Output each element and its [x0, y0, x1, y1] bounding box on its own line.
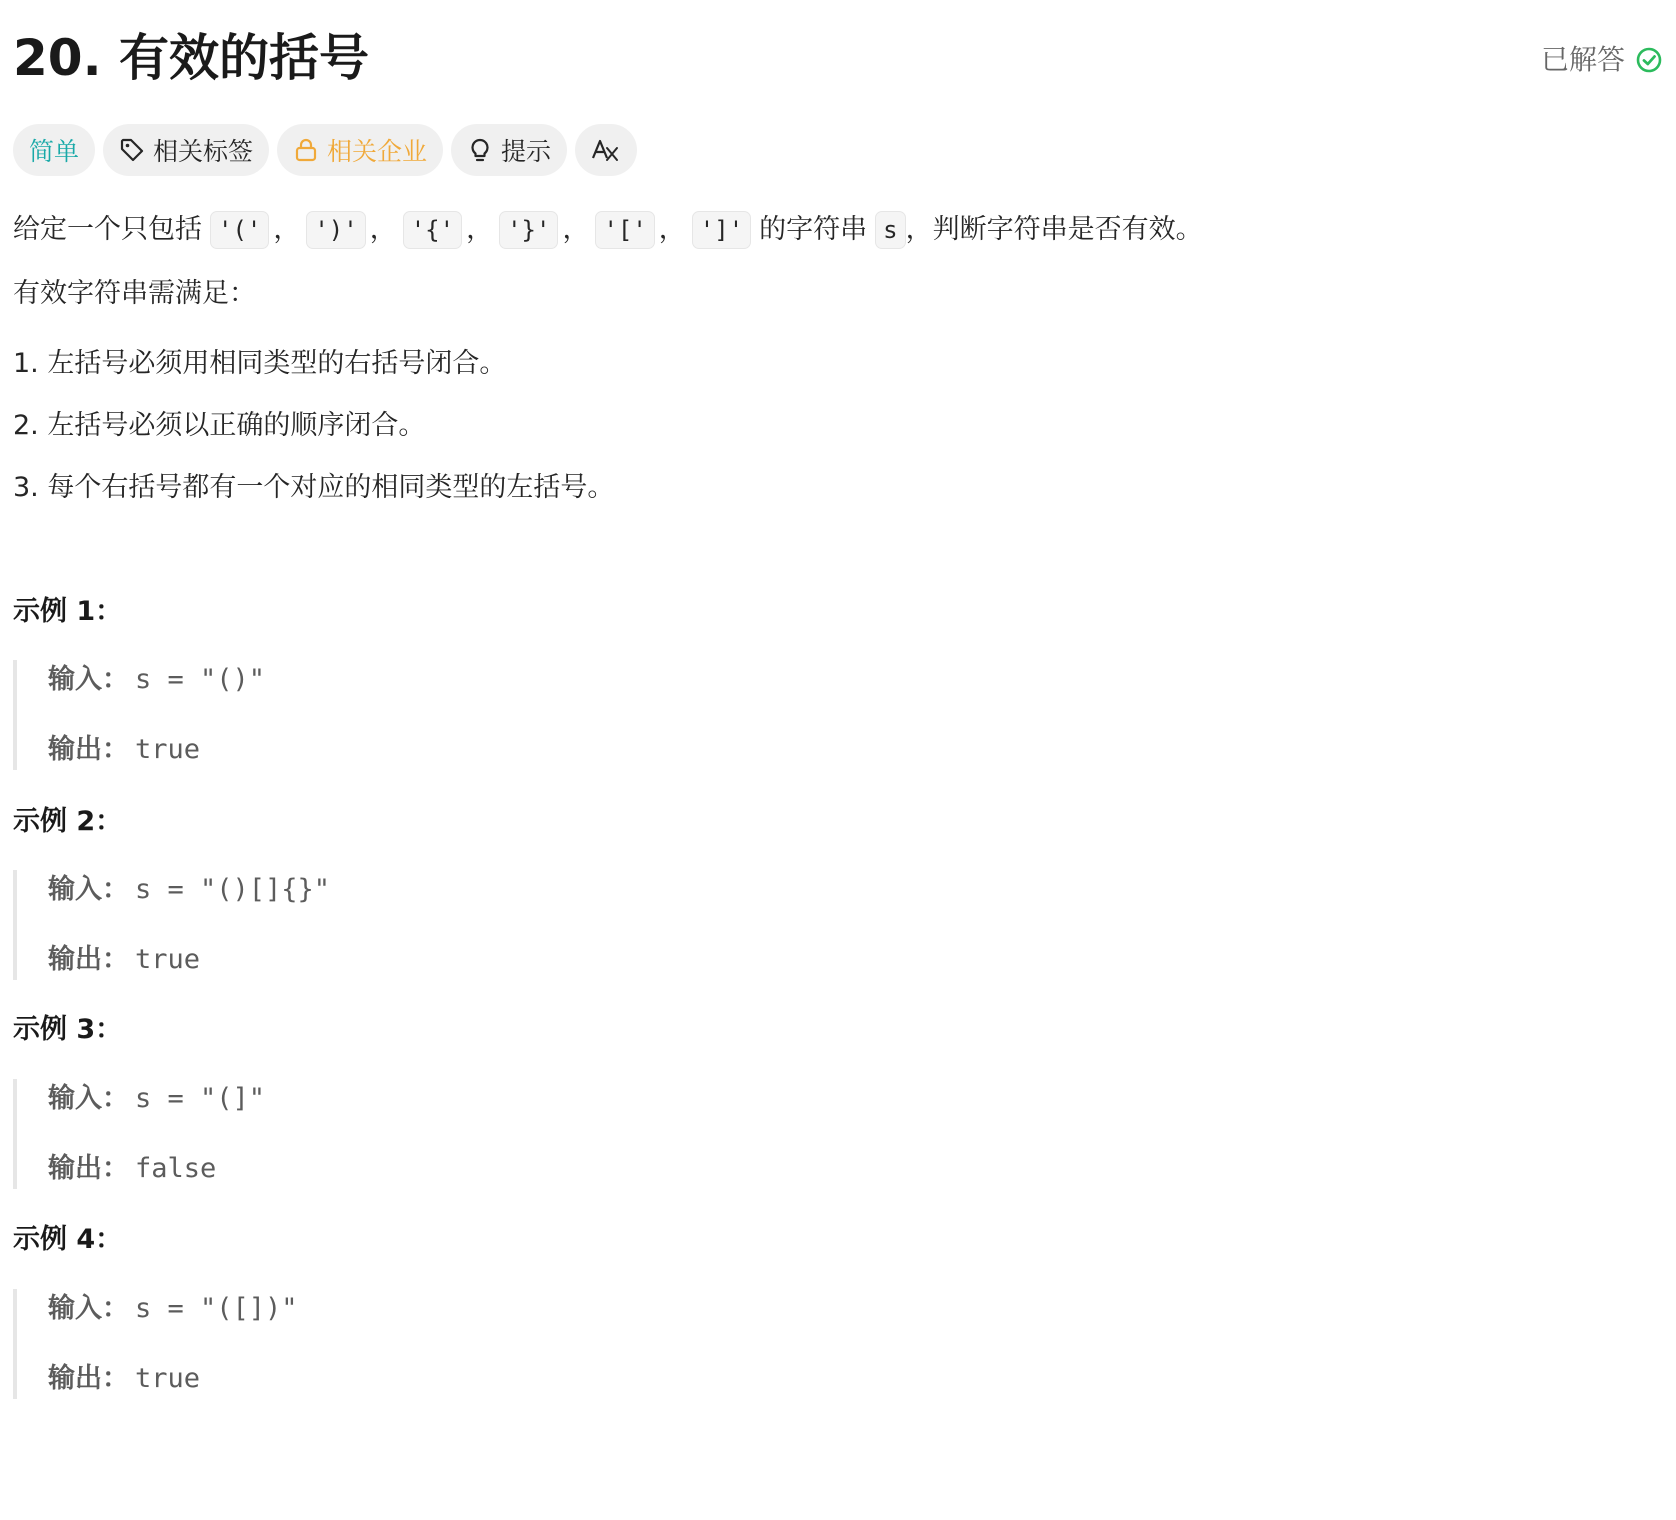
intro-suffix: ，判断字符串是否有效。 — [905, 214, 1203, 245]
output-value: false — [135, 1153, 217, 1184]
intro-middle: 的字符串 — [759, 214, 868, 245]
check-circle-icon — [1635, 46, 1663, 74]
comma: ， — [466, 214, 494, 245]
output-label: 输出： — [48, 734, 129, 765]
rule-item: 1. 左括号必须用相同类型的右括号闭合。 — [13, 348, 507, 379]
example-1-title: 示例 1： — [13, 596, 123, 627]
char-close-bracket: ']' — [692, 211, 751, 249]
example-input — [48, 660, 1013, 730]
translate-icon — [591, 137, 621, 163]
lock-icon — [293, 137, 319, 163]
problem-header — [13, 0, 1663, 110]
output-value: true — [135, 944, 201, 975]
input-value: s = "([])" — [135, 1293, 298, 1324]
output-value: true — [135, 734, 201, 765]
problem-title[interactable]: 20. 有效的括号 — [13, 29, 369, 87]
rule-item: 3. 每个右括号都有一个对应的相同类型的左括号。 — [13, 472, 615, 503]
topics-label: 相关标签 — [153, 137, 254, 166]
example-4-block — [13, 1289, 1013, 1399]
rule-item: 2. 左括号必须以正确的顺序闭合。 — [13, 410, 426, 441]
comma: ， — [273, 214, 301, 245]
example-output — [48, 1149, 1013, 1189]
tag-icon — [119, 137, 145, 163]
char-close-paren: ')' — [306, 211, 365, 249]
comma: ， — [369, 214, 397, 245]
hint-label: 提示 — [501, 137, 552, 166]
char-open-paren: '(' — [210, 211, 269, 249]
input-label: 输入： — [48, 874, 129, 905]
example-output — [48, 940, 1013, 980]
problem-description-panel — [13, 0, 1663, 1394]
output-label: 输出： — [48, 1153, 129, 1184]
topics-tag-button[interactable] — [103, 124, 269, 176]
example-2-title: 示例 2： — [13, 806, 123, 837]
companies-tag-button[interactable] — [277, 124, 443, 176]
var-s: s — [875, 211, 905, 249]
comma: ， — [658, 214, 686, 245]
problem-statement — [13, 200, 1653, 503]
tag-row — [13, 124, 637, 176]
translate-button[interactable] — [575, 124, 637, 176]
rules-list — [13, 340, 614, 526]
example-output — [48, 1359, 1013, 1399]
char-open-bracket: '[' — [595, 211, 654, 249]
input-value: s = "()[]{}" — [135, 874, 331, 905]
example-3-block — [13, 1079, 1013, 1189]
example-1-block — [13, 660, 1013, 770]
example-input — [48, 1289, 1013, 1359]
char-close-brace: '}' — [499, 211, 558, 249]
example-output — [48, 730, 1013, 770]
comma: ， — [562, 214, 590, 245]
char-open-brace: '{' — [403, 211, 462, 249]
example-4-title: 示例 4： — [13, 1224, 123, 1255]
companies-label: 相关企业 — [327, 137, 428, 166]
example-2-block — [13, 870, 1013, 980]
example-input — [48, 870, 1013, 940]
example-3-title: 示例 3： — [13, 1014, 123, 1045]
output-value: true — [135, 1363, 201, 1394]
requirement-heading: 有效字符串需满足： — [13, 278, 256, 309]
output-label: 输出： — [48, 1363, 129, 1394]
input-value: s = "()" — [135, 664, 266, 695]
intro-prefix: 给定一个只包括 — [13, 214, 202, 245]
hint-button[interactable] — [451, 124, 567, 176]
input-value: s = "(]" — [135, 1083, 266, 1114]
intro-line — [13, 200, 1653, 260]
example-input — [48, 1079, 1013, 1149]
solved-label: 已解答 — [1540, 43, 1625, 76]
input-label: 输入： — [48, 1083, 129, 1114]
lightbulb-icon — [467, 137, 493, 163]
input-label: 输入： — [48, 664, 129, 695]
difficulty-label: 简单 — [29, 137, 80, 166]
output-label: 输出： — [48, 944, 129, 975]
solved-status — [1541, 40, 1663, 80]
input-label: 输入： — [48, 1293, 129, 1324]
difficulty-badge — [13, 124, 95, 176]
